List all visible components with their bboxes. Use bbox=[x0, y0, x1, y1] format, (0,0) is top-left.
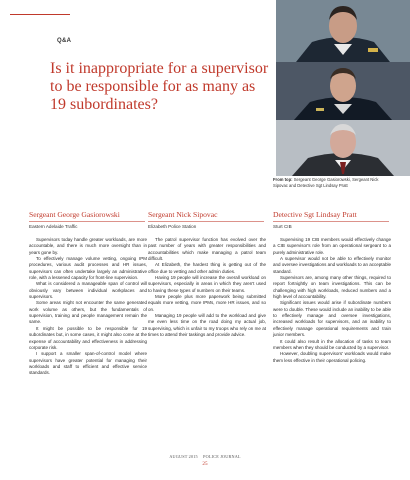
caption-text: Sergeant George Gasiorowski, Sergeant Nick Sipovac and Detective Sgt Lindsay Pratt bbox=[273, 177, 379, 188]
respondent-station: Sturt CIB bbox=[273, 224, 292, 229]
column-divider bbox=[273, 221, 389, 222]
caption-lead: From top: bbox=[273, 177, 293, 182]
portrait-photo-lindsay-pratt bbox=[276, 120, 410, 176]
answer-paragraph: Supervisors are, among many other things, required to report fortnightly on team investigations. This can be challenging with high workloads, reduced numbers and a high level of accountability. bbox=[273, 275, 391, 300]
top-accent-rule bbox=[10, 14, 70, 15]
answer-paragraph: What is considered a manageable span of control will obviously vary between individual workplaces and supervisors. bbox=[29, 281, 147, 300]
page-footer bbox=[0, 454, 410, 459]
headline: Is it inappropriate for a supervisor to be responsible for as many as 19 subordinates? bbox=[50, 60, 269, 113]
answer-paragraph: At Elizabeth, the hardest thing is getting out of the office due to vetting and other admin duties. bbox=[148, 262, 266, 274]
footer-journal: POLICE JOURNAL bbox=[203, 454, 241, 459]
respondent-station: Elizabeth Police Station bbox=[148, 224, 197, 229]
respondent-name: Sergeant Nick Sipovac bbox=[148, 210, 218, 219]
answer-paragraph: A supervisor would not be able to effectively monitor and oversee investigations and workloads to an acceptable standard. bbox=[273, 256, 391, 274]
respondent-name: Sergeant George Gasiorowski bbox=[29, 210, 120, 219]
answer-paragraph: It could also result in the allocation of tasks to team members when they should be conducted by a supervisor. bbox=[273, 338, 391, 350]
answer-paragraph: Some areas might not encounter the same generated work volume as others, but the fundamentals of supervision, training and people management remain the same. bbox=[29, 300, 147, 325]
footer-separator bbox=[200, 454, 201, 459]
answer-paragraph: Supervising 19 CIB members would effectively change a CIB supervisor's role from an operational sergeant to a purely administrative role. bbox=[273, 237, 391, 255]
answer-paragraph: The patrol supervisor function has evolved over the past number of years with greater responsibilities and accountabilities which make managing a patrol team difficult. bbox=[148, 237, 266, 262]
answer-paragraph: Supervisors today handle greater workloads, are more accountable, and there is much more oversight than in years gone by. bbox=[29, 237, 147, 255]
respondent-station: Eastern Adelaide Traffic bbox=[29, 224, 78, 229]
answer-column-2 bbox=[148, 210, 266, 339]
answer-body bbox=[273, 237, 391, 364]
answer-paragraph: Having 19 people will increase the overall workload on supervisors, especially in areas in which they aren't used to having these types of numbers on their teams. bbox=[148, 275, 266, 293]
answer-paragraph: Managing 19 people will add to the workload and give me even less time on the road doing my actual job, supervising, which is unfair to my troops who rely on me at times to attend their taskings and provide advice. bbox=[148, 313, 266, 338]
portrait-photo-george-gasiorowski bbox=[276, 0, 410, 62]
photo-stack bbox=[276, 0, 410, 176]
answer-paragraph: It might be possible to be responsible for 19 subordinates but, in some cases, it might also come at the expense of accountability and effectiveness in addressing corporate risk. bbox=[29, 325, 147, 350]
respondent-name: Detective Sgt Lindsay Pratt bbox=[273, 210, 357, 219]
answer-body bbox=[148, 237, 266, 339]
answer-paragraph: However, doubling supervisors' workloads would make them less effective in their operational policing. bbox=[273, 351, 391, 363]
portrait-photo-nick-sipovac bbox=[276, 62, 410, 120]
answer-paragraph: I support a smaller span-of-control model where supervisors have greater potential for managing their workloads and staff to efficient and effective service standards. bbox=[29, 351, 147, 376]
answer-paragraph: Significant issues would arise if subordinate numbers were to double. These would include an inability to be able to effectively manage and oversee investigations, increased workloads for supervisors, and an inability to effectively manage operational requirements and train junior members. bbox=[273, 300, 391, 338]
page-number: 25 bbox=[202, 461, 208, 467]
answer-paragraph: More people plus more paperwork being submitted equals more vetting, more IPMs, more HR issues, and so on. bbox=[148, 294, 266, 312]
section-tag: Q&A bbox=[57, 38, 72, 44]
answer-body bbox=[29, 237, 147, 377]
answer-column-1 bbox=[29, 210, 147, 377]
answer-column-3 bbox=[273, 210, 391, 364]
footer-month: AUGUST 2015 bbox=[169, 454, 198, 459]
column-divider bbox=[148, 221, 264, 222]
column-divider bbox=[29, 221, 145, 222]
photo-caption bbox=[273, 177, 393, 188]
answer-paragraph: To effectively manage volume vetting, ongoing IPM procedures, various audit processes and HR issues, supervisors can often undertake largely an administrative role, with a lessened capacity for front-line supervision. bbox=[29, 256, 147, 281]
